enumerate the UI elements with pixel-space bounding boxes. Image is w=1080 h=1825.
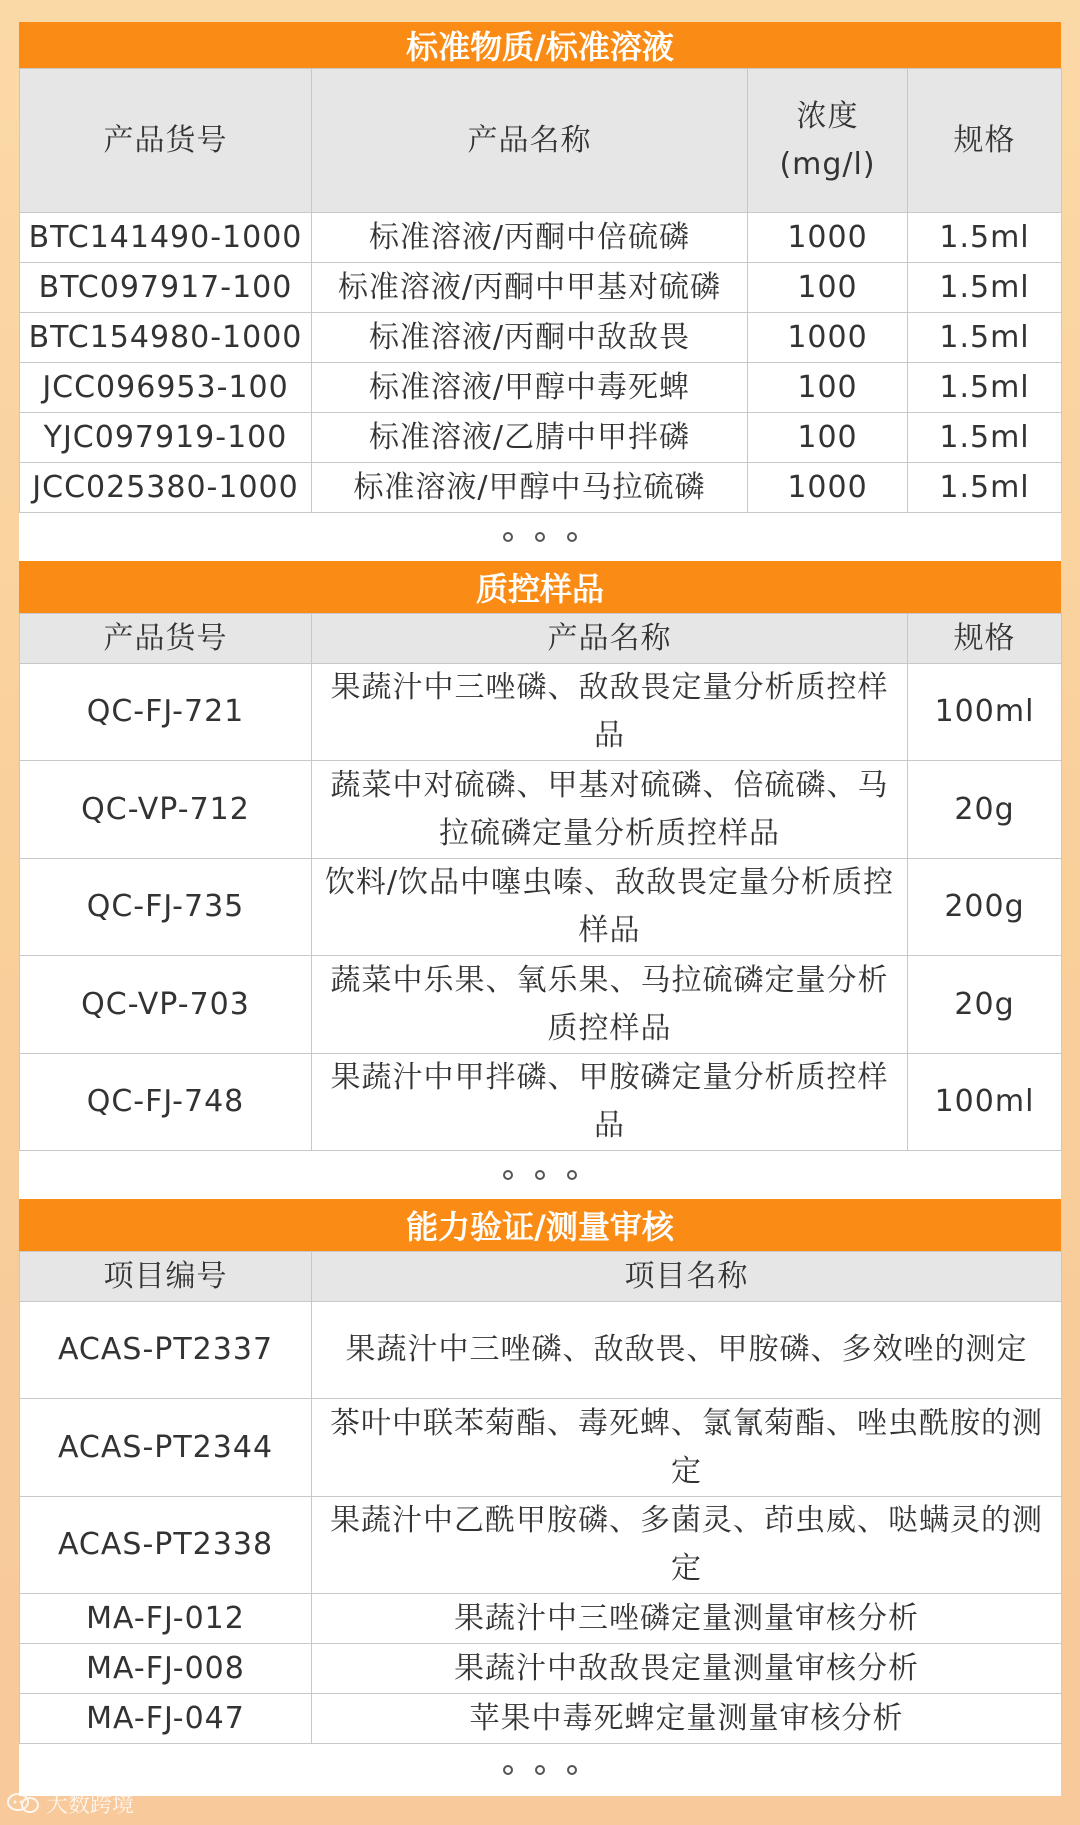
project-name-cell: 果蔬汁中三唑磷、敌敌畏、甲胺磷、多效唑的测定 (312, 1302, 1062, 1399)
name-cell: 标准溶液/丙酮中甲基对硫磷 (312, 263, 748, 313)
sku-cell: YJC097919-100 (20, 413, 312, 463)
project-name-cell: 果蔬汁中三唑磷定量测量审核分析 (312, 1594, 1062, 1644)
project-id-cell: MA-FJ-012 (20, 1594, 312, 1644)
concentration-cell: 1000 (748, 313, 908, 363)
col-header-concentration (748, 69, 908, 213)
name-cell: 蔬菜中乐果、氧乐果、马拉硫磷定量分析质控样品 (312, 956, 908, 1054)
standards-table (19, 68, 1062, 513)
spec-cell: 100ml (908, 1054, 1062, 1151)
sku-cell: JCC025380-1000 (20, 463, 312, 513)
table-row (20, 1399, 1062, 1497)
concentration-cell: 100 (748, 363, 908, 413)
table-row (20, 956, 1062, 1054)
concentration-cell: 100 (748, 413, 908, 463)
spec-cell: 20g (908, 956, 1062, 1054)
col-header-name: 产品名称 (312, 69, 748, 213)
spec-cell: 1.5ml (908, 463, 1062, 513)
table-row (20, 859, 1062, 956)
col-header-sku: 产品货号 (20, 69, 312, 213)
name-cell: 标准溶液/丙酮中敌敌畏 (312, 313, 748, 363)
col-header-sku: 产品货号 (20, 614, 312, 664)
name-cell: 标准溶液/甲醇中马拉硫磷 (312, 463, 748, 513)
concentration-cell: 1000 (748, 213, 908, 263)
pt-table (19, 1251, 1062, 1744)
project-id-cell: ACAS-PT2338 (20, 1497, 312, 1594)
ellipsis-indicator (19, 513, 1061, 561)
sku-cell: QC-FJ-748 (20, 1054, 312, 1151)
sku-cell: BTC097917-100 (20, 263, 312, 313)
table-row (20, 1694, 1062, 1744)
concentration-cell: 100 (748, 263, 908, 313)
name-cell: 蔬菜中对硫磷、甲基对硫磷、倍硫磷、马拉硫磷定量分析质控样品 (312, 761, 908, 859)
sku-cell: QC-VP-703 (20, 956, 312, 1054)
table-row (20, 313, 1062, 363)
product-sheet (19, 22, 1061, 1796)
table-row (20, 664, 1062, 761)
concentration-label: 浓度 (796, 98, 859, 134)
table-row (20, 1594, 1062, 1644)
spec-cell: 1.5ml (908, 413, 1062, 463)
spec-cell: 1.5ml (908, 363, 1062, 413)
col-header-spec: 规格 (908, 69, 1062, 213)
table-row (20, 1497, 1062, 1594)
dot-icon (503, 1765, 513, 1775)
name-cell: 标准溶液/甲醇中毒死蜱 (312, 363, 748, 413)
concentration-cell: 1000 (748, 463, 908, 513)
watermark (6, 1788, 134, 1819)
project-id-cell: MA-FJ-008 (20, 1644, 312, 1694)
ellipsis-indicator (19, 1151, 1061, 1199)
sku-cell: QC-VP-712 (20, 761, 312, 859)
table-row (20, 263, 1062, 313)
dot-icon (567, 1765, 577, 1775)
table-row (20, 413, 1062, 463)
dot-icon (567, 1170, 577, 1180)
sku-cell: QC-FJ-735 (20, 859, 312, 956)
dot-icon (503, 532, 513, 542)
spec-cell: 1.5ml (908, 213, 1062, 263)
name-cell: 标准溶液/乙腈中甲拌磷 (312, 413, 748, 463)
table-row (20, 1302, 1062, 1399)
project-name-cell: 果蔬汁中乙酰甲胺磷、多菌灵、茚虫威、哒螨灵的测定 (312, 1497, 1062, 1594)
sku-cell: BTC141490-1000 (20, 213, 312, 263)
project-name-cell: 茶叶中联苯菊酯、毒死蜱、氯氰菊酯、唑虫酰胺的测定 (312, 1399, 1062, 1497)
dot-icon (503, 1170, 513, 1180)
section-title-qc: 质控样品 (19, 561, 1061, 613)
standards-header-row (20, 69, 1062, 213)
spec-cell: 100ml (908, 664, 1062, 761)
section-title-pt: 能力验证/测量审核 (19, 1199, 1061, 1251)
dot-icon (567, 532, 577, 542)
table-row (20, 363, 1062, 413)
col-header-project-id: 项目编号 (20, 1252, 312, 1302)
sku-cell: BTC154980-1000 (20, 313, 312, 363)
sku-cell: QC-FJ-721 (20, 664, 312, 761)
table-row (20, 761, 1062, 859)
table-row (20, 1644, 1062, 1694)
project-id-cell: ACAS-PT2344 (20, 1399, 312, 1497)
spec-cell: 1.5ml (908, 313, 1062, 363)
watermark-text: 大数跨境 (46, 1793, 135, 1818)
ellipsis-indicator (19, 1744, 1061, 1796)
name-cell: 果蔬汁中三唑磷、敌敌畏定量分析质控样品 (312, 664, 908, 761)
col-header-spec: 规格 (908, 614, 1062, 664)
dot-icon (535, 1170, 545, 1180)
section-title-standards: 标准物质/标准溶液 (19, 22, 1061, 68)
pt-header-row (20, 1252, 1062, 1302)
table-row (20, 213, 1062, 263)
project-name-cell: 苹果中毒死蜱定量测量审核分析 (312, 1694, 1062, 1744)
qc-header-row (20, 614, 1062, 664)
dot-icon (535, 532, 545, 542)
sku-cell: JCC096953-100 (20, 363, 312, 413)
spec-cell: 1.5ml (908, 263, 1062, 313)
name-cell: 标准溶液/丙酮中倍硫磷 (312, 213, 748, 263)
spec-cell: 20g (908, 761, 1062, 859)
project-id-cell: ACAS-PT2337 (20, 1302, 312, 1399)
name-cell: 饮料/饮品中噻虫嗪、敌敌畏定量分析质控样品 (312, 859, 908, 956)
name-cell: 果蔬汁中甲拌磷、甲胺磷定量分析质控样品 (312, 1054, 908, 1151)
project-id-cell: MA-FJ-047 (20, 1694, 312, 1744)
table-row (20, 1054, 1062, 1151)
col-header-name: 产品名称 (312, 614, 908, 664)
concentration-unit: (mg/l) (779, 146, 876, 182)
qc-table (19, 613, 1062, 1151)
chat-bubble-logo-icon (6, 1791, 40, 1817)
col-header-project-name: 项目名称 (312, 1252, 1062, 1302)
project-name-cell: 果蔬汁中敌敌畏定量测量审核分析 (312, 1644, 1062, 1694)
dot-icon (535, 1765, 545, 1775)
spec-cell: 200g (908, 859, 1062, 956)
table-row (20, 463, 1062, 513)
